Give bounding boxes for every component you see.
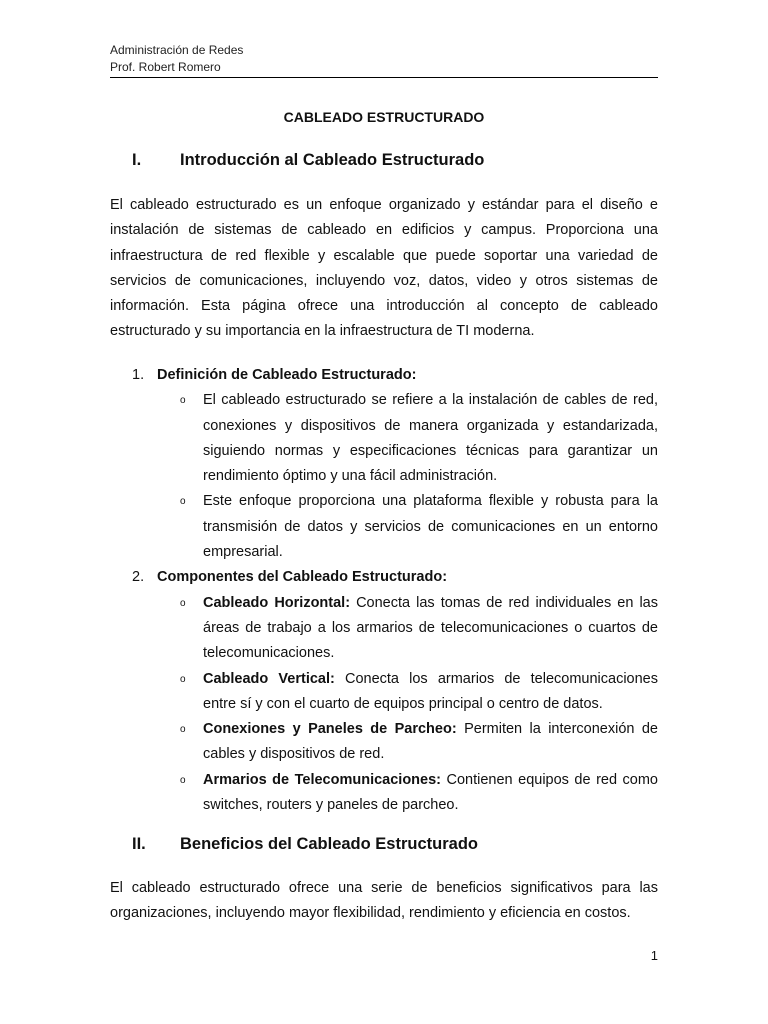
- section-title: Beneficios del Cableado Estructurado: [180, 835, 478, 853]
- sub-bullet: [110, 717, 658, 768]
- section-number: II.: [132, 835, 146, 853]
- bullet-text: Este enfoque proporciona una plataforma flexible y robusta para la transmisión de datos y servicios de comunicaciones en un entorno empresarial.: [203, 493, 658, 561]
- bullet-icon: o: [180, 496, 186, 508]
- page-number: 1: [650, 948, 658, 963]
- sub-bullet: [110, 388, 658, 489]
- item-number: 2.: [132, 569, 145, 586]
- item-title: Definición de Cableado Estructurado:: [157, 367, 417, 383]
- section-heading-2: [132, 835, 478, 854]
- document-page: [110, 0, 658, 1024]
- page-header: [110, 42, 658, 76]
- bullet-term: Conexiones y Paneles de Parcheo:: [203, 721, 457, 738]
- sub-bullet: [110, 768, 658, 819]
- sub-bullet: [110, 667, 658, 718]
- bullet-term: Armarios de Telecomunicaciones:: [203, 771, 441, 788]
- bullet-icon: o: [180, 597, 186, 609]
- numbered-list: [110, 363, 658, 818]
- bullet-icon: o: [180, 774, 186, 786]
- bullet-text: Contienen equipos de red como switches, routers y paneles de parcheo.: [203, 771, 658, 814]
- section-title: Introducción al Cableado Estructurado: [180, 151, 485, 169]
- list-item-componentes: [110, 565, 658, 590]
- bullet-icon: o: [180, 395, 186, 407]
- bullet-text: El cableado estructurado se refiere a la instalación de cables de red, conexiones y dispositivos de manera organizada y estandarizada, siguiendo normas y especificaciones técnicas para garantizar un rendimiento óptimo y una fácil administración.: [203, 392, 658, 485]
- intro-paragraph: El cableado estructurado es un enfoque organizado y estándar para el diseño e instalación de sistemas de cableado en edificios y campus. Proporciona una infraestructura de red flexible y escalable que puede soportar una variedad de servicios de comunicaciones, incluyendo voz, datos, video y otros sistemas de información. Esta página ofrece una introducción al concepto de cableado estructurado y su importancia en la infraestructura de TI moderna.: [110, 197, 658, 340]
- item-number: 1.: [132, 367, 145, 383]
- bullet-icon: o: [180, 673, 186, 685]
- header-divider: [110, 77, 658, 78]
- bullet-term: Cableado Vertical:: [203, 670, 335, 687]
- bullet-icon: o: [180, 724, 186, 736]
- document-title: CABLEADO ESTRUCTURADO: [283, 109, 485, 125]
- header-course: Administración de Redes: [110, 43, 244, 57]
- list-item-definicion: [110, 363, 658, 388]
- bullet-text: Permiten la interconexión de cables y dispositivos de red.: [203, 721, 658, 763]
- section-number: I.: [132, 151, 142, 169]
- bullet-text: Conecta los armarios de telecomunicaciones entre sí y con el cuarto de equipos principal o centro de datos.: [203, 670, 658, 712]
- bullet-text: Conecta las tomas de red individuales en las áreas de trabajo a los armarios de telecomunicaciones o cuartos de telecomunicaciones.: [203, 594, 658, 662]
- bullet-term: Cableado Horizontal:: [203, 594, 351, 611]
- header-professor: Prof. Robert Romero: [110, 60, 221, 74]
- sub-bullet: [110, 489, 658, 565]
- sub-bullet: [110, 591, 658, 667]
- item-title: Componentes del Cableado Estructurado:: [157, 569, 448, 586]
- section-heading-1: [132, 151, 484, 170]
- benefits-paragraph: El cableado estructurado ofrece una serie de beneficios significativos para las organizaciones, incluyendo mayor flexibilidad, rendimiento y eficiencia en costos.: [110, 880, 658, 922]
